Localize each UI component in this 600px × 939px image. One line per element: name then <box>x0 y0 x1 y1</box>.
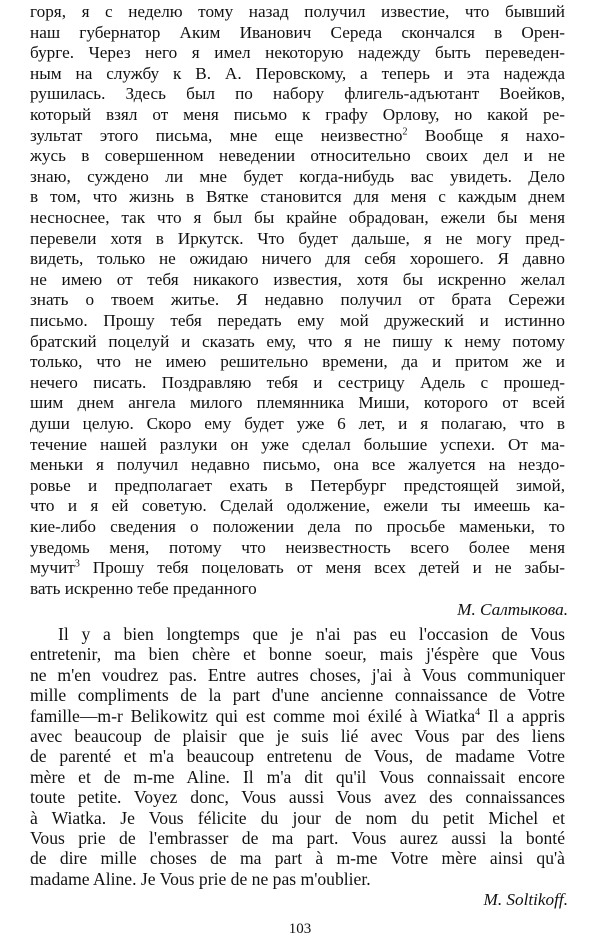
text-segment: Прошу тебя поцеловать от меня всех детей и не забы- <box>79 558 565 578</box>
footnote-marker: 3 <box>74 558 80 570</box>
text-line: Il y a bien longtemps que je n'ai pas eu l'occasion de Vous <box>58 624 565 644</box>
text-line: ным на службу к В. А. Перовскому, а теперь и эта надежда <box>30 63 565 83</box>
text-line: à Wiatka. Je Vous félicite du jour de nom du petit Michel et <box>30 807 565 828</box>
text-line: перевели хотя в Иркутск. Что будет дальше, я не могу пред- <box>30 228 565 248</box>
signature: M. Soltikoff. <box>483 889 568 909</box>
text-line: Vous prie de l'embrasser de ma part. Vous aurez aussi la bonté <box>30 828 565 848</box>
text-line: рушилась. Здесь был по набору флигель-адъютант Воейков, <box>30 84 565 104</box>
page-number: 103 <box>288 920 312 937</box>
text-segment: мучит <box>30 558 75 578</box>
text-line: шим днем ангела милого племянника Миши, которого от всей <box>30 393 565 413</box>
text-line: ne m'en voudrez pas. Entre autres choses, j'ai à Vous communiquer <box>30 664 565 685</box>
text-line: меньки я получил недавно письмо, она все жалуется на нездо- <box>30 455 565 475</box>
text-line: de dire mille choses de ma part à m-me Votre mère ainsi qu'à <box>30 848 565 869</box>
text-line: горя, я с неделю тому назад получил известие, что бывший <box>30 2 565 21</box>
text-line: только, что не имею решительно времени, да и притом же и <box>30 352 565 372</box>
text-line: что и я ей советую. Сделай одолжение, ежели ты имеешь ка- <box>30 496 565 516</box>
text-line: наш губернатор Аким Иванович Середа скончался в Орен- <box>30 22 565 42</box>
text-segment: зультат этого письма, мне еще неизвестно <box>30 125 403 145</box>
text-line <box>30 126 565 146</box>
text-line: mille compliments de la part d'une ancienne connaissance de Votre <box>30 685 565 706</box>
text-line: видеть, только не ожидаю ничего для себя хорошего. Я давно <box>30 249 565 269</box>
text-segment: famille—m-r Belikowitz qui est comme moi éxilé à Wiatka <box>30 705 476 726</box>
text-segment: Вообще я нахо- <box>407 125 565 145</box>
text-line: madame Aline. Je Vous prie de ne pas m'oublier. <box>30 868 371 889</box>
text-line: братский поцелуй и сказать ему, что я не пишу к нему потому <box>30 331 565 351</box>
footnote-marker: 4 <box>475 706 481 718</box>
text-line: de parenté et m'a beaucoup entretenu de Vous, de madame Votre <box>30 746 565 767</box>
text-line: ровье и предполагает ехать в Петербург предстоящей зимой, <box>30 475 565 495</box>
text-line: течение нашей разлуки он уже сделал большие успехи. От ма- <box>30 434 565 454</box>
text-line: entretenir, ma bien chère et bonne soeur, mais j'éspère que Vous <box>30 644 565 665</box>
text-line: жусь в совершенном неведении относительно своих дел и не <box>30 146 565 166</box>
text-line: toute petite. Voyez donc, Vous aussi Vous avez des connaissances <box>30 787 565 808</box>
footnote-marker: 2 <box>402 125 408 137</box>
text-line: знаю, суждено ли мне будет когда-нибудь вас увидеть. Дело <box>30 166 565 186</box>
signature: М. Салтыкова. <box>457 600 568 620</box>
text-line: вать искренно тебе преданного <box>30 578 257 598</box>
text-line: бурге. Через него я имел некоторую надежду быть переведен- <box>30 43 565 63</box>
text-line: avec beaucoup de plaisir que je suis lié avec Vous par des liens <box>30 726 565 746</box>
text-line: уведомь меня, потому что неизвестность всего более меня <box>30 537 565 557</box>
text-line: который взял от меня письмо к графу Орлову, но какой ре- <box>30 105 565 124</box>
text-line: mère et de m-me Aline. Il m'a dit qu'il Vous connaissait encore <box>30 766 565 787</box>
text-line <box>30 558 565 578</box>
text-line: нечего писать. Поздравляю тебя и сестрицу Адель с прошед- <box>30 372 565 392</box>
text-line: кие-либо сведения о положении дела по просьбе маменьки, то <box>30 517 565 536</box>
text-segment: Il a appris <box>480 705 565 726</box>
text-line: письмо. Прошу тебя передать ему мой дружеский и истинно <box>30 311 565 330</box>
text-line: несноснее, так что я был бы крайне обрадован, ежели бы меня <box>30 208 565 227</box>
text-line: не имею от тебя никакого известия, хотя бы искренно желал <box>30 269 565 289</box>
text-line: в том, что жизнь в Вятке становится для меня с каждым днем <box>30 187 565 207</box>
text-line: знать о твоем житье. Я недавно получил от брата Сережи <box>30 290 565 310</box>
text-line <box>30 706 565 726</box>
text-line: души целую. Скоро ему будет уже 6 лет, и я полагаю, что в <box>30 414 565 433</box>
